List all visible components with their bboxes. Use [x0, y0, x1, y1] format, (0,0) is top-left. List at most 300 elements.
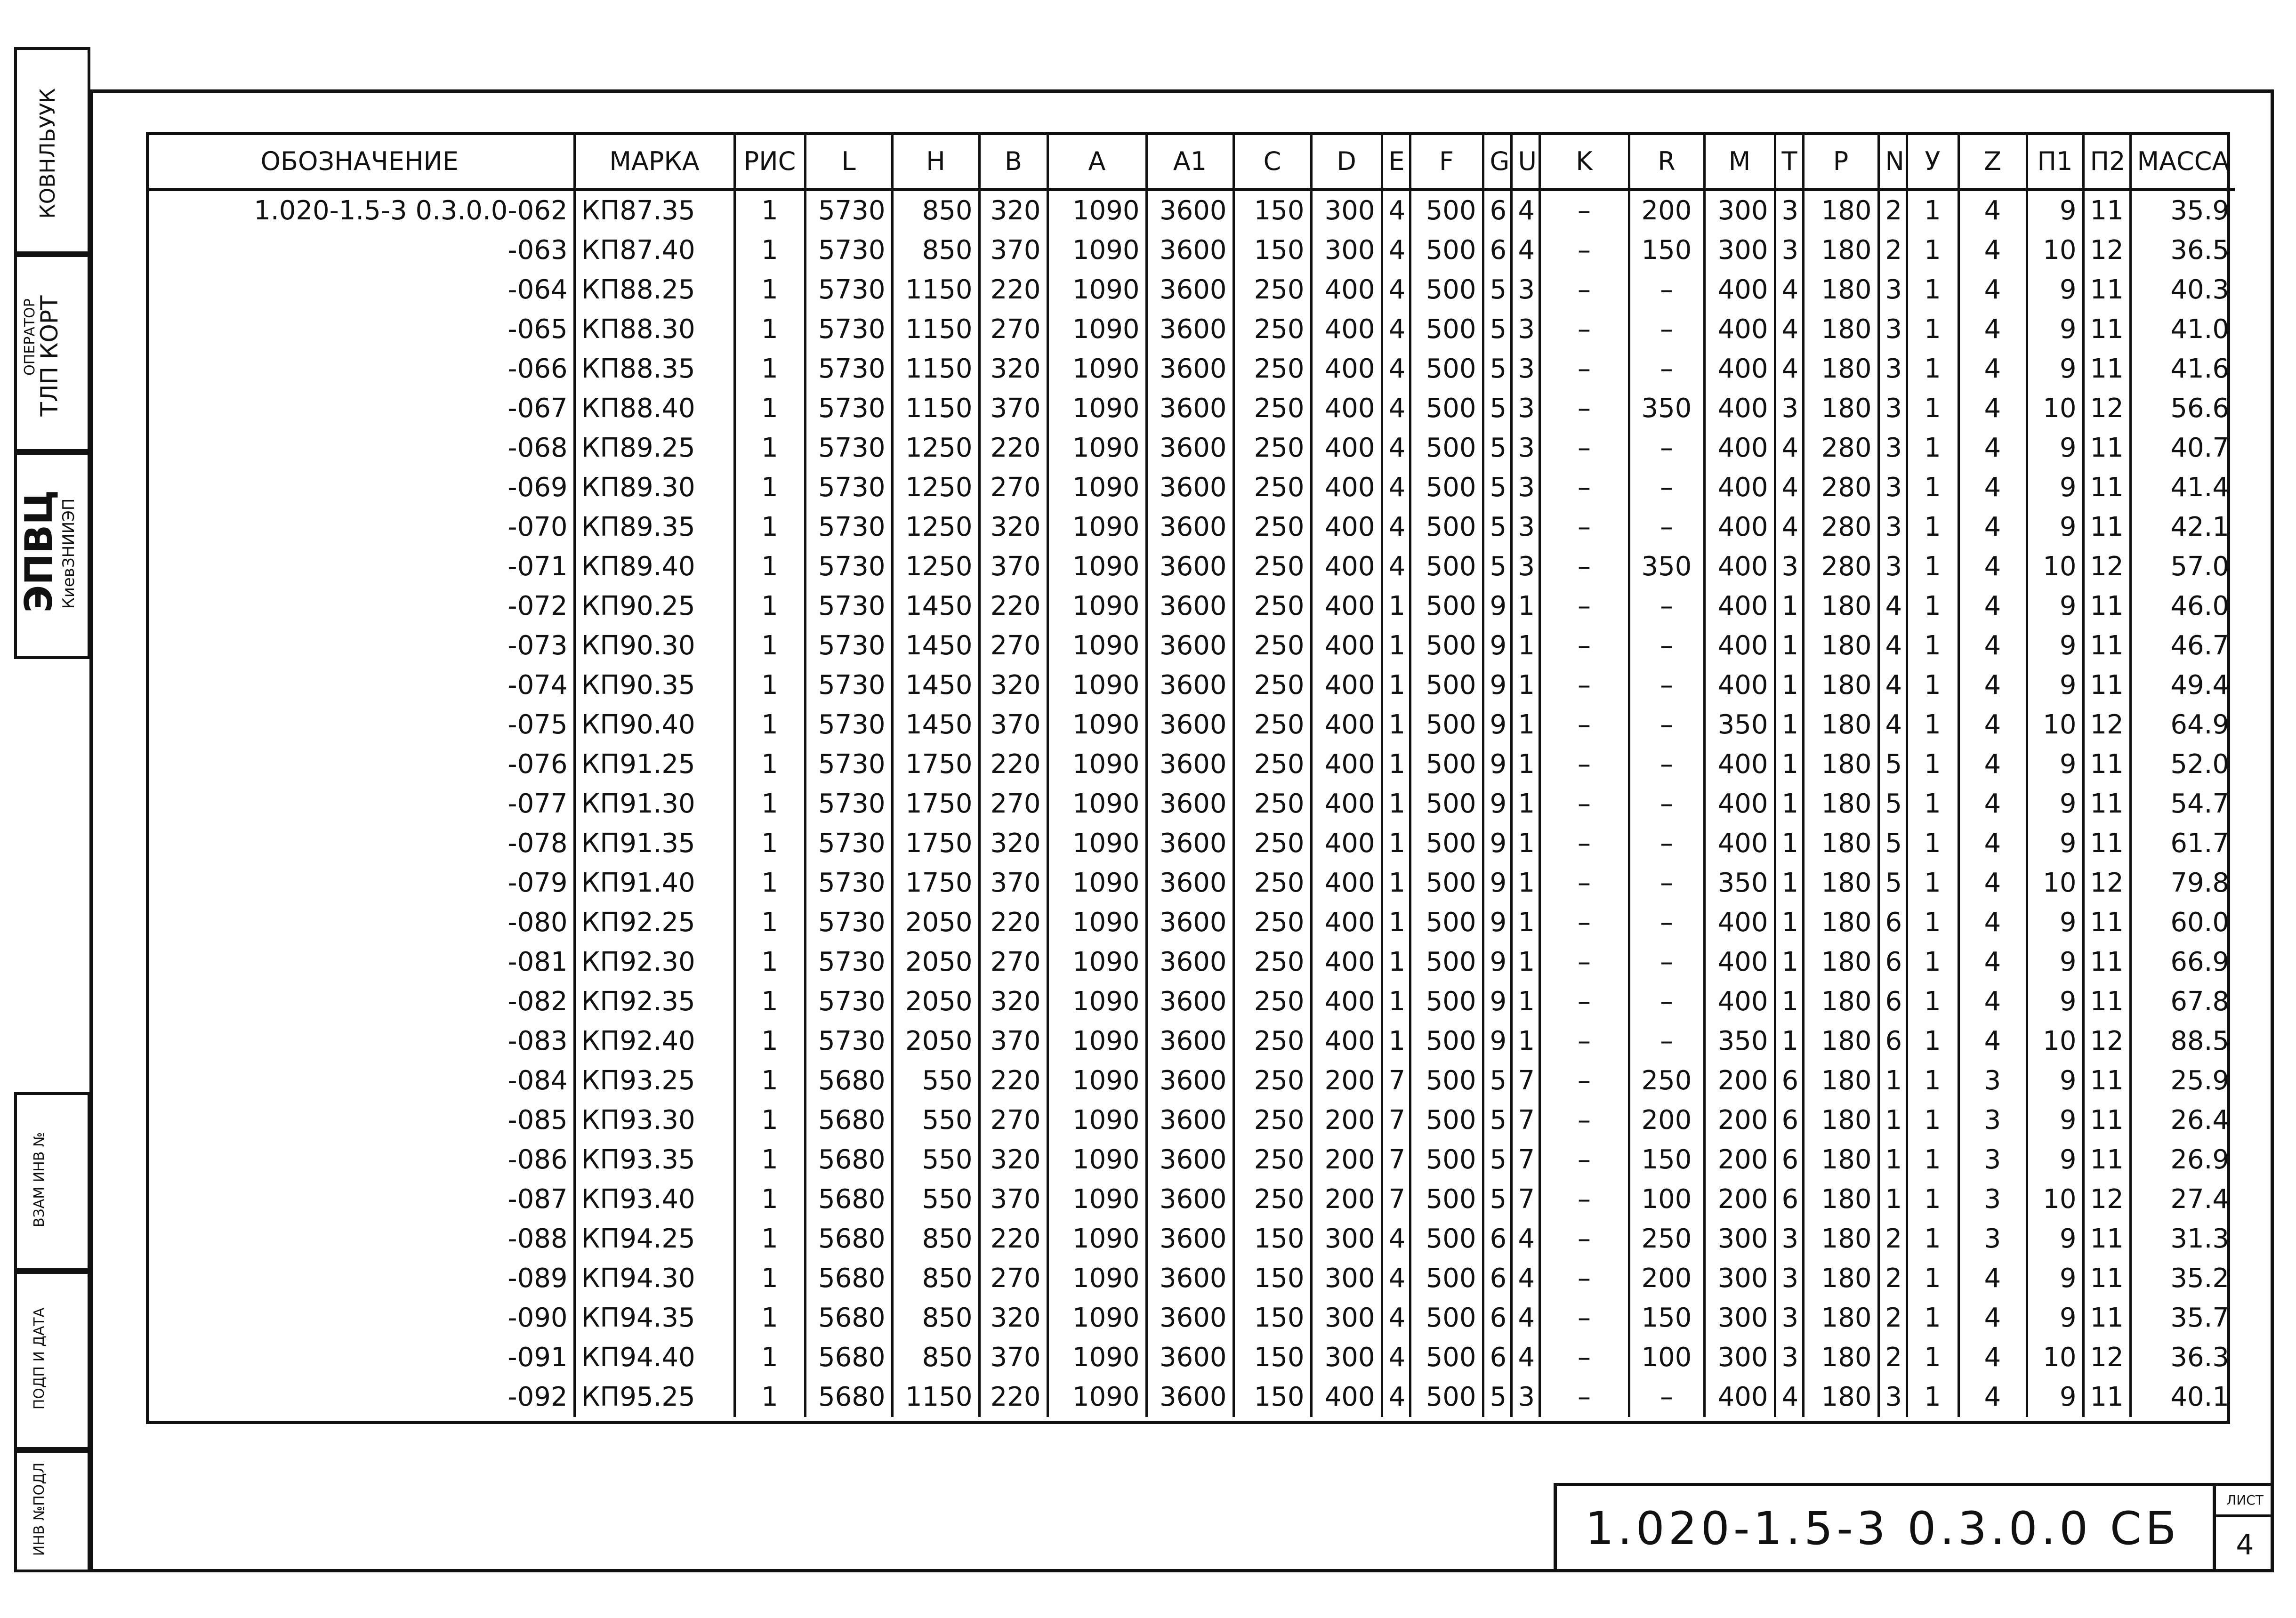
value-cell: 9 [2027, 942, 2083, 982]
value-cell: 5730 [805, 428, 892, 468]
value-cell: 4 [1958, 1259, 2027, 1298]
value-cell: – [1539, 1298, 1629, 1338]
value-cell: 550 [892, 1061, 979, 1101]
value-cell: 35.9 [2130, 190, 2235, 231]
value-cell: 270 [979, 310, 1047, 349]
column-header: E [1382, 135, 1410, 190]
value-cell: 180 [1803, 705, 1878, 745]
value-cell: 11 [2083, 587, 2130, 626]
designation-cell: -092 [508, 1382, 568, 1412]
value-cell: 400 [1704, 389, 1775, 428]
mark-cell: КП88.30 [574, 310, 734, 349]
table-row [146, 507, 2235, 547]
value-cell: 220 [979, 428, 1047, 468]
value-cell: 180 [1803, 903, 1878, 942]
value-cell: 350 [1629, 389, 1704, 428]
value-cell: 6 [1775, 1180, 1803, 1219]
value-cell: 40.3 [2130, 270, 2235, 310]
value-cell: 5 [1483, 468, 1511, 507]
value-cell: 350 [1704, 1022, 1775, 1061]
signature-label: ПОДП И ДАТА [31, 1307, 48, 1410]
value-cell: 5730 [805, 587, 892, 626]
value-cell: 1090 [1047, 1022, 1146, 1061]
value-cell: 3600 [1146, 587, 1233, 626]
value-cell: 400 [1311, 468, 1382, 507]
value-cell: 1 [1775, 982, 1803, 1022]
value-cell: 1 [1907, 863, 1958, 903]
value-cell: 9 [2027, 1377, 2083, 1417]
value-cell: 1 [1907, 942, 1958, 982]
operator-label: ОПЕРАТОР [22, 298, 38, 376]
value-cell: 4 [1958, 270, 2027, 310]
value-cell: 6 [1483, 1338, 1511, 1377]
value-cell: 4 [1958, 547, 2027, 587]
value-cell: 3 [1511, 270, 1539, 310]
value-cell: 180 [1803, 231, 1878, 270]
value-cell: 4 [1382, 1298, 1410, 1338]
value-cell: 40.7 [2130, 428, 2235, 468]
value-cell: 300 [1311, 1338, 1382, 1377]
column-header: N [1878, 135, 1907, 190]
designation-cell: -088 [508, 1224, 568, 1254]
value-cell: 1 [1878, 1101, 1907, 1140]
value-cell: 1150 [892, 389, 979, 428]
value-cell: 5 [1483, 389, 1511, 428]
value-cell: 1 [1907, 349, 1958, 389]
value-cell: 1090 [1047, 1298, 1146, 1338]
value-cell: 1 [1907, 547, 1958, 587]
value-cell: 5 [1483, 1140, 1511, 1180]
value-cell: 1 [734, 1298, 805, 1338]
value-cell: 9 [2027, 587, 2083, 626]
value-cell: 1090 [1047, 468, 1146, 507]
value-cell: 5680 [805, 1259, 892, 1298]
value-cell: 250 [1233, 1061, 1311, 1101]
sheet-box [2213, 1483, 2274, 1572]
table-row [146, 190, 2235, 231]
value-cell: 400 [1704, 270, 1775, 310]
value-cell: 3600 [1146, 745, 1233, 784]
value-cell: 500 [1410, 1219, 1483, 1259]
table-row [146, 1061, 2235, 1101]
table-row [146, 942, 2235, 982]
value-cell: 500 [1410, 784, 1483, 824]
value-cell: 4 [1382, 389, 1410, 428]
value-cell: 3 [1878, 428, 1907, 468]
value-cell: 3600 [1146, 1377, 1233, 1417]
value-cell: 6 [1878, 942, 1907, 982]
table-row [146, 1338, 2235, 1377]
sheet-label: ЛИСТ [2216, 1486, 2274, 1517]
value-cell: 12 [2083, 547, 2130, 587]
value-cell: 3 [1511, 428, 1539, 468]
value-cell: 1 [734, 389, 805, 428]
value-cell: 1 [734, 824, 805, 863]
value-cell: 4 [1511, 231, 1539, 270]
value-cell: 11 [2083, 1140, 2130, 1180]
value-cell: 400 [1704, 468, 1775, 507]
value-cell: 3600 [1146, 705, 1233, 745]
value-cell: 1090 [1047, 428, 1146, 468]
value-cell: 400 [1704, 349, 1775, 389]
value-cell: 3 [1958, 1180, 2027, 1219]
value-cell: 5730 [805, 982, 892, 1022]
column-header: K [1539, 135, 1629, 190]
value-cell: 3 [1958, 1140, 2027, 1180]
value-cell: 400 [1704, 310, 1775, 349]
value-cell: – [1539, 310, 1629, 349]
value-cell: 9 [2027, 1219, 2083, 1259]
value-cell: 150 [1233, 1338, 1311, 1377]
value-cell: 1 [1907, 1338, 1958, 1377]
value-cell: 1 [1907, 190, 1958, 231]
value-cell: 550 [892, 1180, 979, 1219]
value-cell: 1 [1511, 705, 1539, 745]
value-cell: 9 [1483, 1022, 1511, 1061]
value-cell: 370 [979, 1180, 1047, 1219]
value-cell: 280 [1803, 547, 1878, 587]
value-cell: 1 [1775, 1022, 1803, 1061]
value-cell: 1 [1907, 1061, 1958, 1101]
mark-cell: КП90.25 [574, 587, 734, 626]
mark-cell: КП92.25 [574, 903, 734, 942]
value-cell: – [1629, 982, 1704, 1022]
value-cell: 4 [1958, 1298, 2027, 1338]
value-cell: 4 [1878, 626, 1907, 666]
mark-cell: КП92.40 [574, 1022, 734, 1061]
value-cell: 280 [1803, 428, 1878, 468]
value-cell: 4 [1958, 903, 2027, 942]
value-cell: 300 [1311, 231, 1382, 270]
value-cell: 180 [1803, 1180, 1878, 1219]
value-cell: 12 [2083, 231, 2130, 270]
value-cell: – [1539, 982, 1629, 1022]
value-cell: 1 [1907, 1022, 1958, 1061]
value-cell: 11 [2083, 626, 2130, 666]
value-cell: 3600 [1146, 349, 1233, 389]
value-cell: 1150 [892, 270, 979, 310]
value-cell: 1 [1511, 982, 1539, 1022]
column-header: A [1047, 135, 1146, 190]
value-cell: 1 [734, 1180, 805, 1219]
value-cell: 5680 [805, 1140, 892, 1180]
value-cell: 3 [1958, 1061, 2027, 1101]
value-cell: – [1539, 863, 1629, 903]
value-cell: 64.9 [2130, 705, 2235, 745]
value-cell: 500 [1410, 190, 1483, 231]
value-cell: 400 [1311, 507, 1382, 547]
value-cell: 300 [1704, 1219, 1775, 1259]
value-cell: 300 [1311, 1259, 1382, 1298]
table-row [146, 745, 2235, 784]
value-cell: 1250 [892, 547, 979, 587]
mark-cell: КП88.35 [574, 349, 734, 389]
value-cell: 4 [1382, 468, 1410, 507]
value-cell: 500 [1410, 824, 1483, 863]
value-cell: 500 [1410, 1180, 1483, 1219]
value-cell: 7 [1382, 1180, 1410, 1219]
designation-cell: -065 [508, 314, 568, 345]
value-cell: 6 [1483, 1219, 1511, 1259]
value-cell: 7 [1511, 1061, 1539, 1101]
value-cell: 4 [1958, 231, 2027, 270]
value-cell: 1 [1907, 1377, 1958, 1417]
value-cell: 1 [734, 1377, 805, 1417]
value-cell: 9 [2027, 349, 2083, 389]
value-cell: 400 [1311, 270, 1382, 310]
value-cell: 10 [2027, 705, 2083, 745]
value-cell: 10 [2027, 1022, 2083, 1061]
value-cell: 250 [1233, 1180, 1311, 1219]
value-cell: 1090 [1047, 705, 1146, 745]
value-cell: 1 [734, 270, 805, 310]
value-cell: 3 [1775, 389, 1803, 428]
designation-cell: -078 [508, 828, 568, 859]
value-cell: 4 [1382, 428, 1410, 468]
value-cell: 180 [1803, 389, 1878, 428]
value-cell: 3600 [1146, 547, 1233, 587]
value-cell: 9 [2027, 507, 2083, 547]
value-cell: 4 [1775, 1377, 1803, 1417]
value-cell: 11 [2083, 903, 2130, 942]
value-cell: 350 [1704, 705, 1775, 745]
value-cell: 1090 [1047, 1219, 1146, 1259]
value-cell: 250 [1233, 626, 1311, 666]
value-cell: 9 [1483, 784, 1511, 824]
mark-cell: КП91.35 [574, 824, 734, 863]
designation-cell: -064 [508, 274, 568, 305]
value-cell: 1250 [892, 507, 979, 547]
value-cell: – [1539, 507, 1629, 547]
value-cell: 2 [1878, 1298, 1907, 1338]
value-cell: 1 [1511, 587, 1539, 626]
mark-cell: КП92.30 [574, 942, 734, 982]
value-cell: – [1539, 745, 1629, 784]
column-header: B [979, 135, 1047, 190]
value-cell: 6 [1483, 1259, 1511, 1298]
value-cell: – [1629, 507, 1704, 547]
value-cell: 1 [1907, 1101, 1958, 1140]
value-cell: – [1539, 428, 1629, 468]
value-cell: 400 [1704, 666, 1775, 705]
table-header-row [146, 135, 2235, 190]
value-cell: 67.8 [2130, 982, 2235, 1022]
value-cell: 3600 [1146, 428, 1233, 468]
value-cell: 1090 [1047, 270, 1146, 310]
designation-cell: -079 [508, 868, 568, 898]
value-cell: 500 [1410, 745, 1483, 784]
value-cell: 1090 [1047, 547, 1146, 587]
value-cell: 180 [1803, 1140, 1878, 1180]
designation-cell: -075 [508, 709, 568, 740]
value-cell: 4 [1958, 190, 2027, 231]
value-cell: 1 [1775, 784, 1803, 824]
value-cell: 9 [1483, 745, 1511, 784]
value-cell: 5730 [805, 1022, 892, 1061]
value-cell: – [1629, 824, 1704, 863]
value-cell: 1 [1907, 745, 1958, 784]
value-cell: – [1539, 389, 1629, 428]
value-cell: 3600 [1146, 507, 1233, 547]
value-cell: 6 [1483, 231, 1511, 270]
value-cell: 250 [1233, 270, 1311, 310]
value-cell: 1 [734, 190, 805, 231]
value-cell: 2 [1878, 231, 1907, 270]
value-cell: 180 [1803, 349, 1878, 389]
value-cell: 12 [2083, 1180, 2130, 1219]
value-cell: 1 [1907, 982, 1958, 1022]
column-header: У [1907, 135, 1958, 190]
value-cell: 400 [1311, 389, 1382, 428]
value-cell: 150 [1233, 1259, 1311, 1298]
mark-cell: КП93.35 [574, 1140, 734, 1180]
mark-cell: КП91.25 [574, 745, 734, 784]
mark-cell: КП94.25 [574, 1219, 734, 1259]
value-cell: 1090 [1047, 231, 1146, 270]
value-cell: 320 [979, 1140, 1047, 1180]
mark-cell: КП91.30 [574, 784, 734, 824]
value-cell: 5730 [805, 507, 892, 547]
value-cell: 500 [1410, 903, 1483, 942]
value-cell: 4 [1958, 705, 2027, 745]
value-cell: 9 [2027, 982, 2083, 1022]
value-cell: 250 [1233, 942, 1311, 982]
value-cell: 9 [1483, 903, 1511, 942]
designation-cell: -091 [508, 1342, 568, 1373]
value-cell: 280 [1803, 507, 1878, 547]
designation-cell: -068 [508, 433, 568, 463]
value-cell: 4 [1511, 1338, 1539, 1377]
value-cell: 500 [1410, 1061, 1483, 1101]
value-cell: 1090 [1047, 1140, 1146, 1180]
value-cell: 4 [1958, 428, 2027, 468]
value-cell: 4 [1958, 1377, 2027, 1417]
value-cell: 1 [1511, 784, 1539, 824]
value-cell: 5730 [805, 626, 892, 666]
designation-cell: -083 [508, 1026, 568, 1056]
value-cell: 320 [979, 190, 1047, 231]
value-cell: – [1539, 903, 1629, 942]
value-cell: 1 [734, 547, 805, 587]
value-cell: 1 [1907, 389, 1958, 428]
value-cell: 1 [1382, 705, 1410, 745]
value-cell: 1 [1382, 587, 1410, 626]
value-cell: 5680 [805, 1101, 892, 1140]
value-cell: 300 [1704, 1259, 1775, 1298]
value-cell: 3600 [1146, 1061, 1233, 1101]
value-cell: 250 [1233, 784, 1311, 824]
column-header: РИС [734, 135, 805, 190]
value-cell: 2 [1878, 1259, 1907, 1298]
value-cell: 9 [1483, 666, 1511, 705]
value-cell: – [1539, 1338, 1629, 1377]
designation-cell: -074 [508, 670, 568, 700]
value-cell: 1090 [1047, 1377, 1146, 1417]
value-cell: 150 [1233, 231, 1311, 270]
value-cell: – [1539, 942, 1629, 982]
value-cell: 400 [1311, 942, 1382, 982]
value-cell: 1 [1775, 666, 1803, 705]
value-cell: 850 [892, 1298, 979, 1338]
value-cell: 850 [892, 1338, 979, 1377]
value-cell: 2050 [892, 1022, 979, 1061]
value-cell: 1 [1382, 784, 1410, 824]
value-cell: 1 [1511, 666, 1539, 705]
value-cell: 270 [979, 626, 1047, 666]
value-cell: 400 [1311, 982, 1382, 1022]
value-cell: 5680 [805, 1219, 892, 1259]
value-cell: 1 [1511, 863, 1539, 903]
value-cell: 1090 [1047, 1180, 1146, 1219]
value-cell: 31.3 [2130, 1219, 2235, 1259]
value-cell: 1 [1511, 1022, 1539, 1061]
value-cell: – [1629, 784, 1704, 824]
value-cell: 41.6 [2130, 349, 2235, 389]
value-cell: 1 [1878, 1140, 1907, 1180]
value-cell: 300 [1704, 190, 1775, 231]
value-cell: 1 [1907, 824, 1958, 863]
value-cell: 4 [1382, 1377, 1410, 1417]
value-cell: 3600 [1146, 666, 1233, 705]
value-cell: 3600 [1146, 863, 1233, 903]
value-cell: 220 [979, 587, 1047, 626]
value-cell: 1 [734, 587, 805, 626]
value-cell: 1 [1382, 824, 1410, 863]
value-cell: 3600 [1146, 190, 1233, 231]
value-cell: 1 [734, 1259, 805, 1298]
value-cell: 1 [734, 507, 805, 547]
value-cell: 1 [1511, 745, 1539, 784]
table-row [146, 784, 2235, 824]
value-cell: 1 [734, 626, 805, 666]
designation-cell: -080 [508, 907, 568, 938]
value-cell: 1150 [892, 310, 979, 349]
value-cell: 3600 [1146, 1259, 1233, 1298]
designation-cell: -066 [508, 354, 568, 384]
value-cell: 5 [1483, 1061, 1511, 1101]
value-cell: – [1629, 270, 1704, 310]
value-cell: 500 [1410, 1022, 1483, 1061]
value-cell: 5 [1483, 507, 1511, 547]
org-code: ЭПВЦ [17, 490, 61, 613]
value-cell: 42.1 [2130, 507, 2235, 547]
value-cell: 220 [979, 270, 1047, 310]
column-header: C [1233, 135, 1311, 190]
value-cell: 1 [734, 705, 805, 745]
mark-cell: КП89.30 [574, 468, 734, 507]
value-cell: 1 [1907, 1259, 1958, 1298]
value-cell: 500 [1410, 587, 1483, 626]
value-cell: 5730 [805, 349, 892, 389]
value-cell: 12 [2083, 1022, 2130, 1061]
value-cell: 1 [734, 428, 805, 468]
value-cell: 3 [1511, 468, 1539, 507]
value-cell: 400 [1311, 824, 1382, 863]
mark-cell: КП94.40 [574, 1338, 734, 1377]
table-row [146, 824, 2235, 863]
field-signature [14, 1271, 90, 1450]
table-row [146, 1101, 2235, 1140]
value-cell: 3 [1775, 231, 1803, 270]
designation-cell: -081 [508, 947, 568, 977]
value-cell: 4 [1382, 507, 1410, 547]
value-cell: 250 [1233, 824, 1311, 863]
value-cell: 4 [1775, 349, 1803, 389]
value-cell: 11 [2083, 745, 2130, 784]
value-cell: 200 [1629, 1259, 1704, 1298]
column-header: R [1629, 135, 1704, 190]
value-cell: 1 [734, 468, 805, 507]
